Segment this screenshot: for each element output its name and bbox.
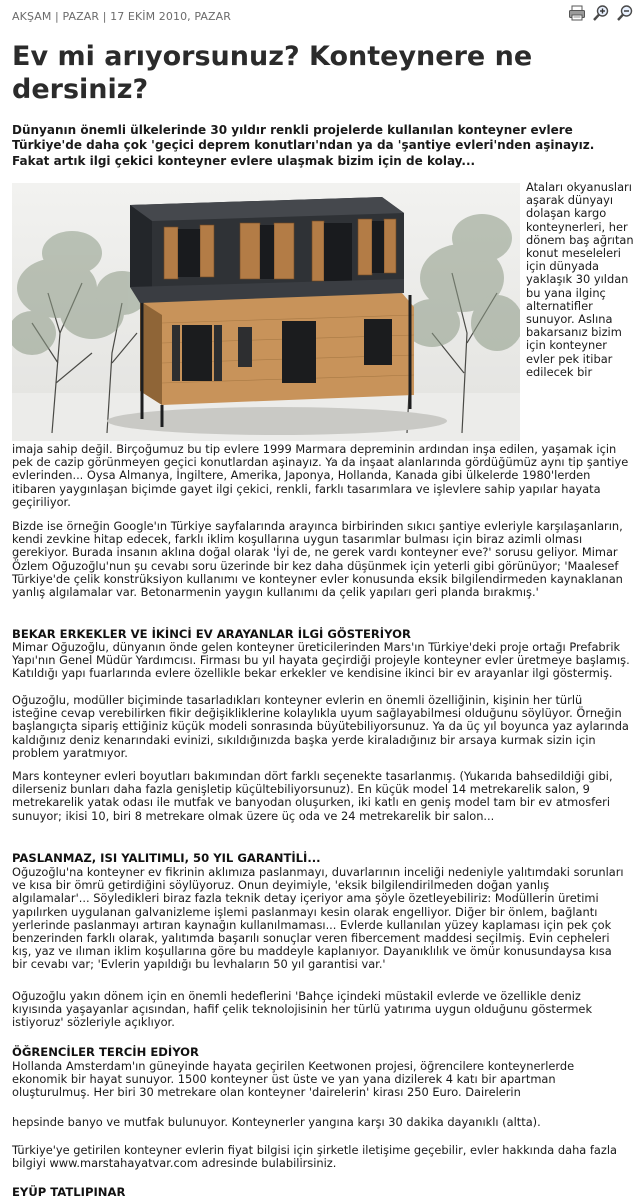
paragraph: Mars konteyner evleri boyutları bakımından dört farklı seçenekte tasarlanmış. (Yukarıda bahsedildiği gibi, dilerseniz bunları daha fazla genişletip küçültebiliyorsunuz). En küçük model 14 metrekarelik salon, 9 metrekarelik yatak odası ile mutfak ve banyodan oluşurken, iki katlı en geniş model tam bir ev atmosferi sunuyor; ikisi 10, biri 8 metrekare olmak üzere üç oda ve 24 metrekarelik bir salon... — [12, 769, 613, 823]
paragraph: Hollanda Amsterdam'ın güneyinde hayata geçirilen Keetwonen projesi, öğrencilere konteynerlerde ekonomik bir hayat sunuyor. 1500 konteyner üst üste ve yan yana dizilerek 4 katı bir apartman oluşturulmuş. Her biri 30 metrekare olan konteyner 'dairelerin' kirası 250 Euro. Dairelerin — [12, 1059, 575, 1100]
section-heading: PASLANMAZ, ISI YALITIMLI, 50 YIL GARANTİLİ... — [12, 851, 321, 865]
container-house-photo — [12, 183, 520, 441]
author-name: EYÜP TATLIPINAR — [12, 1185, 126, 1199]
paragraph: Türkiye'ye getirilen konteyner evlerin fiyat bilgisi için şirketle iletişime geçebilir, evler hakkında daha fazla bilgiyi www.marstahayatvar.com adresinde bulabilirsiniz. — [12, 1143, 618, 1171]
paragraph: Oğuzoğlu yakın dönem için en önemli hedeflerini 'Bahçe içindeki müstakil evlerde ve özellikle deniz kıyısında yaşayanlar açısından, hafif çelik teknolojisinin her türlü yatırıma uygun olduğunu göstermek istiyoruz' sözleriyle açıklıyor. — [12, 989, 593, 1030]
side-paragraph: Ataları okyanusları aşarak dünyayı dolaşan kargo konteynerleri, her dönem baş ağrıtan konut meseleleri için dünyada yaklaşık 30 yıldan bu yana ilginç alternatifler sunuyor. Aslına bakarsanız bizim için konteyner evler pek itibar edilecek bir — [526, 180, 634, 379]
paragraph: hepsinde banyo ve mutfak bulunuyor. Konteynerler yangına karşı 30 dakika dayanıklı (altta). — [12, 1115, 541, 1129]
paragraph: imaja sahip değil. Birçoğumuz bu tip evlere 1999 Marmara depreminin ardından inşa edilen, yaşamak için pek de cazip görünmeyen geçici konutlardan aşinayız. Ya da inşaat alanlarında gördüğümüz aynı tip şantiye evlerinden... Oysa Almanya, İngiltere, Amerika, Japonya, Hollanda, Kanada gibi ülkelerde 1980'lerden itibaren yaygınlaşan biçimde gayet ilgi çekici, renkli, farklı tasarımlara ve işlevlere sahip yapılar hayata geçiriliyor. — [12, 442, 629, 509]
zoom-out-icon[interactable] — [616, 4, 634, 22]
paragraph: Bizde ise örneğin Google'ın Türkiye sayfalarında arayınca birbirinden sıkıcı şantiye evleriyle karşılaşanların, kendi zevkine hitap edecek, farklı iklim koşullarına uygun tasarımlar bulması için biraz azimli olması gerekiyor. Burada insanın aklına doğal olarak 'İyi de, ne gerek vardı konteyner eve?' sorusu geliyor. Mimar Özlem Oğuzoğlu'nun şu cevabı soru üzerinde bir kez daha düşünmek için yeterli gibi görünüyor; 'Maalesef Türkiye'de çelik konstrüksiyon kullanımı ve konteyner evler konusunda eksik bilgilendirmeden kaynaklanan yanlış algılamalar var. Betonarmenin yaygın kullanımı da çelik yapıları geri planda bırakmış.' — [12, 519, 623, 600]
section-heading: BEKAR ERKEKLER VE İKİNCİ EV ARAYANLAR İLGİ GÖSTERİYOR — [12, 627, 411, 641]
zoom-in-icon[interactable] — [592, 4, 610, 22]
paragraph: Mimar Oğuzoğlu, dünyanın önde gelen konteyner üreticilerinden Mars'ın Türkiye'deki proje ortağı Prefabrik Yapı'nın Genel Müdür Yardımcısı. Firması bu yıl hayata geçirdiği projeyle konteyner evler üretmeye başlamış. Katıldığı yapı fuarlarında evlere özellikle bekar erkekler ve kendisine ikinci bir ev arayanlar ilgi göstermiş. — [12, 640, 630, 681]
article-title: Ev mi arıyorsunuz? Konteynere ne dersiniz? — [12, 41, 533, 105]
section-heading: ÖĞRENCİLER TERCİH EDİYOR — [12, 1045, 199, 1059]
publication-meta: AKŞAM | PAZAR | 17 EKİM 2010, PAZAR — [12, 10, 232, 23]
printer-icon[interactable] — [568, 4, 586, 22]
paragraph: Oğuzoğlu, modüller biçiminde tasarladıkları konteyner evlerin en önemli özelliğinin, kişinin her türlü isteğine cevap verebilirken fikir değişikliklerine kolaylıkla uyum sağlayabilmesi olduğunu söylüyor. Örneğin başlangıçta sipariş ettiğiniz küçük modeli sonrasında büyütebiliyorsunuz. Ya da üç yıl boyunca yaz aylarında kaldığınız deniz kenarındaki evinizi, sıkıldığınızda başka yerde kiraladığınız bir arsaya kurmak sizin için problem yaratmıyor. — [12, 693, 629, 760]
article-lead: Dünyanın önemli ülkelerinde 30 yıldır renkli projelerde kullanılan konteyner evlere Türkiye'de daha çok 'geçici deprem konutları'ndan ya da 'şantiye evleri'nden aşinayız. Fakat artık ilgi çekici konteyner evlere ulaşmak bizim için de kolay... — [12, 123, 595, 168]
toolbar — [568, 4, 634, 22]
paragraph: Oğuzoğlu'na konteyner ev fikrinin aklımıza paslanmayı, duvarlarının inceliği nedeniyle yalıtımdaki sorunları ve kısa bir ömrü getirdiğini söylüyoruz. Onun deyimiyle, 'eksik bilgilendirilmeden doğan yanlış algılamalar'... Söyledikleri biraz fazla teknik detay içeriyor ama şöyle özetleyebiliriz: Modüllerin üretimi yapılırken uygulanan galvanizleme işlemi paslanmayı kesin olarak engelliyor. Diğer bir önlem, bağlantı yerlerinde paslanmayı artıran kaynağın kullanılmaması... Evlerde kullanılan yüzey kaplaması için pek çok benzerinden farklı olarak, yalıtımda başarılı sonuçlar veren fibercement maddesi seçilmiş. Evin cepheleri kış, yaz ve ılıman iklim koşullarına göre bu maddeyle kaplanıyor. Dayanıklılık ve ömür konusundaysa kısa bir cevabı var; 'Evlerin yapıldığı bu levhaların 50 yıl garantisi var.' — [12, 865, 624, 972]
